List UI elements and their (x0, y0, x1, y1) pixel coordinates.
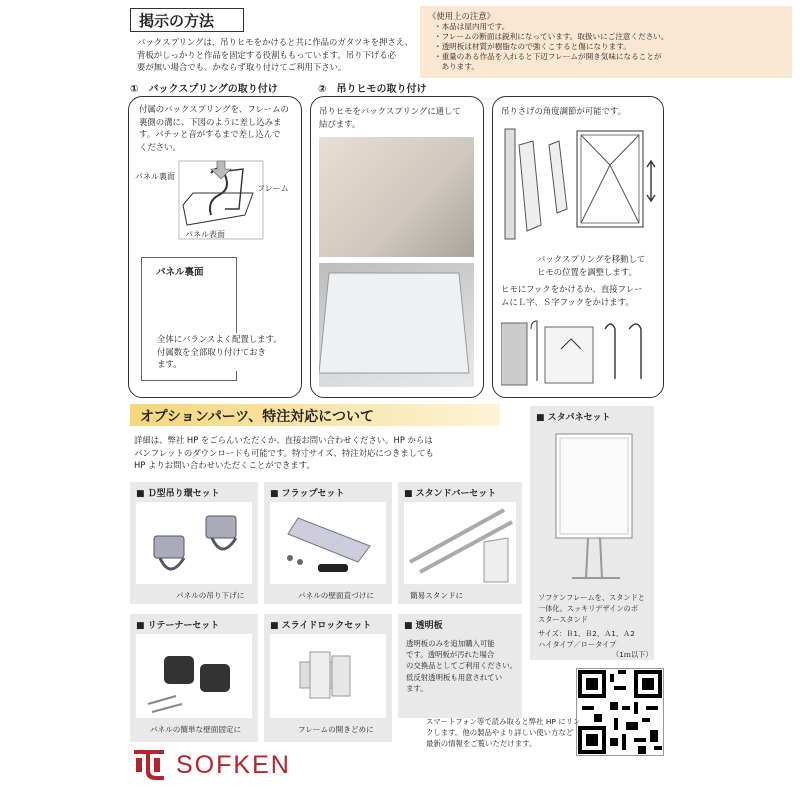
hanging-intro: バックスプリングは、吊りヒモをかけると共に作品のガタツキを押さえ、 背板がしっかりと作品を固定する役割ももっています。吊り下げる必 要が無い場合でも、かならず取り付けてご利用下さい。 (137, 37, 414, 72)
option-card-retainer (130, 614, 258, 742)
slide-lock-illustration (270, 634, 386, 718)
option-card-title: ■ スライドロックセット (270, 618, 371, 631)
step3-text2: バックスプリングを移動して ヒモの位置を調整します。 (537, 254, 646, 277)
qr-text: スマートフォン等で読み取ると弊社 HP にリン クします。他の製品やより詳しい使い方など 最新の情報をご覧いただけます。 (426, 717, 581, 749)
flap-illustration (270, 502, 386, 584)
option-card-caption: 簡易スタンドに (410, 591, 464, 600)
d-ring-illustration (136, 502, 252, 584)
step2-heading: ② 吊りヒモの取り付け (318, 84, 427, 95)
step1-heading: ① バックスプリングの取り付け (130, 84, 278, 95)
panel-text: 全体にバランスよく配置します。 付属数を全部取り付けておき ます。 (157, 334, 282, 369)
option-card-caption: パネルの簡単な壁面固定に (150, 725, 242, 734)
sofken-logo-mark (132, 750, 166, 782)
hook-diagram (501, 319, 657, 389)
step1-text: 付属のバックスプリングを、フレームの 裏側の溝に、下図のように差し込みま す。パチッと音がするまで差し込んで ください。 (139, 104, 289, 152)
step3-box (492, 96, 664, 398)
hanging-title: 掲示の方法 (139, 12, 215, 30)
option-card-flap (264, 482, 392, 604)
slide-lock-image (270, 634, 386, 718)
step1-box (128, 96, 302, 398)
d-ring-image (136, 502, 252, 584)
string-photo (319, 137, 474, 257)
label-frame: フレーム (257, 184, 289, 193)
stand-height: （1ｍ以下） (612, 650, 653, 659)
option-card-title: ■ フラップセット (270, 486, 344, 499)
stand-bar-illustration (404, 502, 516, 584)
option-card-caption: パネルの壁面直づけに (298, 591, 374, 600)
label-panel-back: パネル裏面 (135, 172, 175, 181)
stand-illustration (536, 428, 648, 588)
option-card-title: ■ スタンドバーセット (404, 486, 496, 499)
step3-text3: ヒモにフックをかけるか、直接フレー ムにＬ字、Ｓ字フックをかけます。 (501, 284, 643, 307)
option-card-caption: パネルの吊り下げに (176, 591, 245, 600)
stand-sizes: サイズ：Ｂ1、Ｂ2、Ａ1、Ａ2 ハイタイプ／ロータイプ (538, 629, 635, 649)
qr-code-graphic (578, 670, 662, 754)
option-card-title: ■ Ｄ型吊り環セット (136, 486, 220, 499)
notes-title: 《使用上の注意》 (428, 11, 495, 21)
qr-code (576, 668, 664, 756)
frame-photo (319, 263, 474, 387)
option-card-caption: フレームの開きどめに (298, 725, 374, 734)
option-card-title: ■ リテーナーセット (136, 618, 219, 631)
notes-item: ・本品は屋内用です。 (434, 22, 510, 31)
option-card-slide-lock (264, 614, 392, 742)
sofken-logo (132, 748, 302, 784)
option-card-stand-bar (398, 482, 522, 604)
flap-image (270, 502, 386, 584)
hanging-title-box (130, 8, 244, 32)
notes-box (420, 6, 792, 78)
notes-item: ・透明板は材質が樹脂なので強くこすると傷になります。 (434, 42, 631, 51)
wall-frame-diagram (499, 121, 659, 245)
option-card-title: ■ スタパネセット (536, 410, 611, 423)
notes-item: ・重量のある作品を入れると下辺フレームが開き気味になることが あります。 (434, 52, 662, 71)
brand-name: SOFKEN (176, 751, 291, 779)
step3-text1: 吊りさげの角度調節が可能です。 (501, 106, 626, 116)
options-title: オプションパーツ、特注対応について (140, 409, 374, 425)
stand-bar-image (404, 502, 516, 584)
notes-item: ・フレームの断面は鋭利になっています。取扱いにご注意ください。 (434, 32, 669, 41)
stand-text: ソフケンフレームを、スタンドと 一体化。スッキリデザインのボ スタースタンド (538, 593, 645, 624)
step2-box (310, 96, 484, 398)
option-card-clear-panel (398, 614, 522, 718)
clear-panel-text: 透明板のみを追加購入可能 です。透明板が汚れた場合 の交換品としてご利用ください。 低反射透明板も用意されてい ます。 (406, 639, 517, 693)
retainer-illustration (136, 634, 252, 718)
step2-text: 吊りヒモをバックスプリングに通して 結びます。 (319, 106, 461, 129)
label-panel-front: パネル表面 (185, 230, 225, 239)
retainer-image (136, 634, 252, 718)
options-intro: 詳細は、弊社 HP をごらんいただくか、直接お問い合わせください。HP からは パンフレットのダウンロードも可能です。特寸サイズ、特注対応につきましても HP よりお問い合わせいただくことができます。 (134, 435, 434, 470)
panel-title: パネル裏面 (156, 267, 204, 278)
option-card-d-ring (130, 482, 258, 604)
option-card-stand (530, 406, 654, 660)
options-title-bar (130, 404, 500, 426)
string-sketch (319, 263, 474, 387)
option-card-title: ■ 透明板 (404, 618, 443, 631)
